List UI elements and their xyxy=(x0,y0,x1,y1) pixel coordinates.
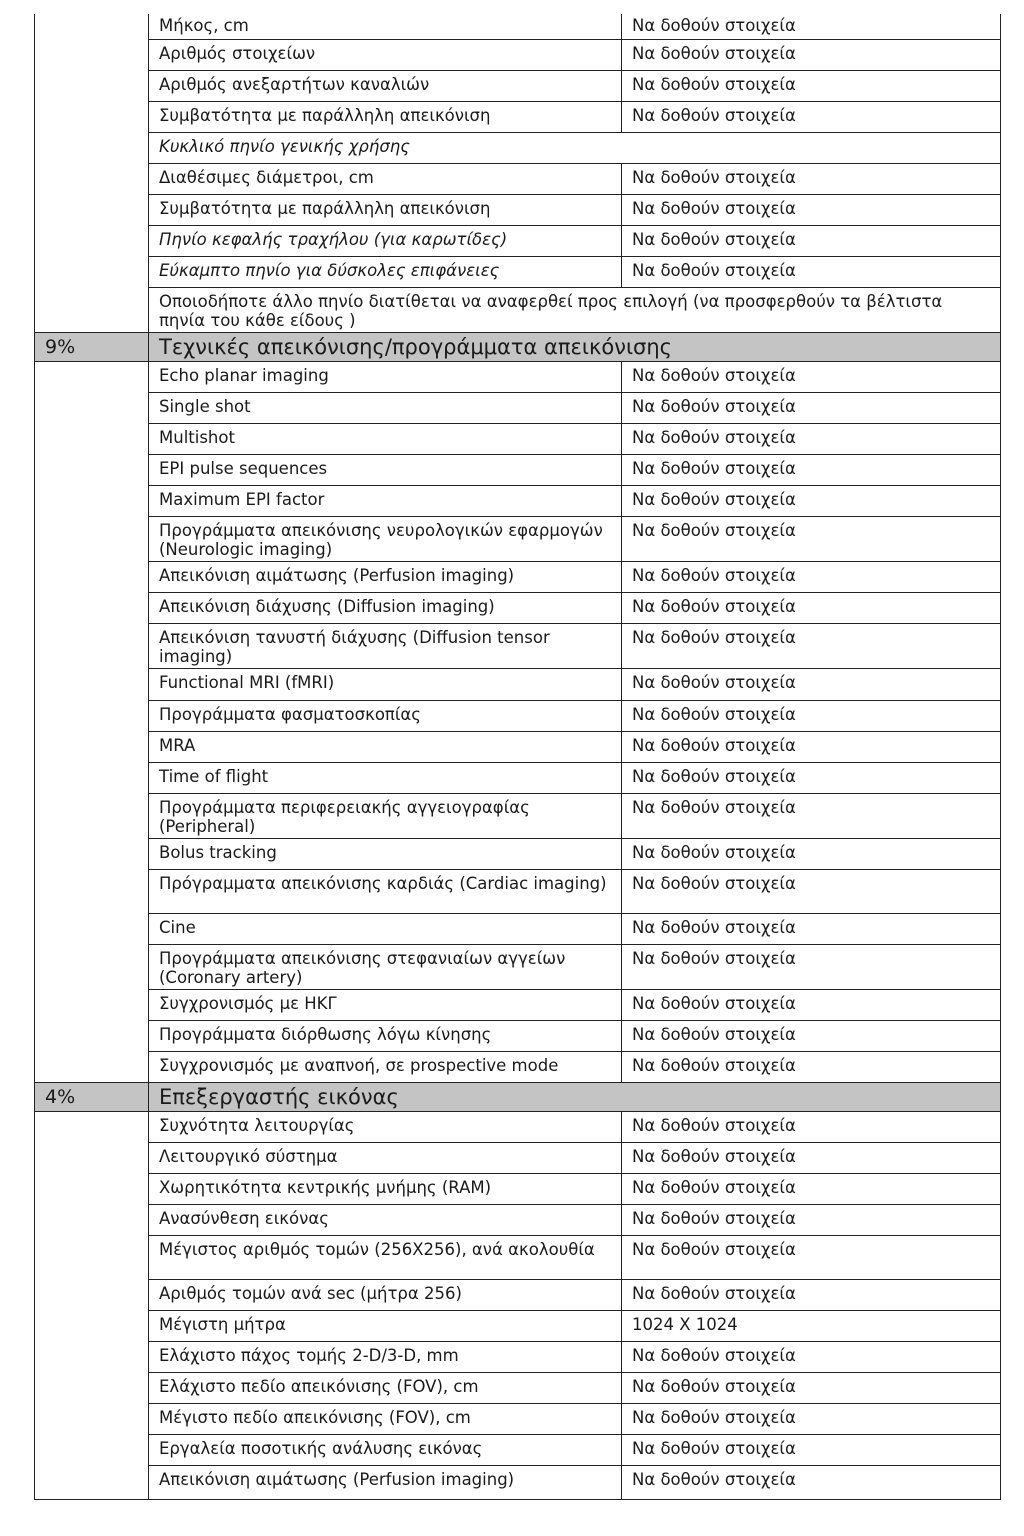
spec-value: Να δοθούν στοιχεία xyxy=(622,1280,1001,1311)
weight-cell xyxy=(35,1466,149,1500)
weight-cell xyxy=(35,1205,149,1236)
spec-label: Maximum EPI factor xyxy=(149,486,622,517)
weight-cell xyxy=(35,1280,149,1311)
weight-cell xyxy=(35,1112,149,1143)
weight-cell xyxy=(35,794,149,839)
spec-label: Μέγιστο πεδίο απεικόνισης (FOV), cm xyxy=(149,1404,622,1435)
table-row xyxy=(35,133,1001,164)
spec-label: Διαθέσιμες διάμετροι, cm xyxy=(149,164,622,195)
weight-cell xyxy=(35,362,149,393)
weight-cell xyxy=(35,945,149,990)
spec-value: Να δοθούν στοιχεία xyxy=(622,562,1001,593)
spec-value: Να δοθούν στοιχεία xyxy=(622,362,1001,393)
weight-cell xyxy=(35,624,149,669)
spec-value: Να δοθούν στοιχεία xyxy=(622,1236,1001,1280)
spec-label: Time of flight xyxy=(149,763,622,794)
spec-value: Να δοθούν στοιχεία xyxy=(622,1342,1001,1373)
weight-cell xyxy=(35,424,149,455)
document-page xyxy=(34,14,1000,1500)
section-weight: 9% xyxy=(35,333,149,362)
weight-cell xyxy=(35,1311,149,1342)
table-row xyxy=(35,990,1001,1021)
table-row xyxy=(35,14,1001,40)
spec-label: MRA xyxy=(149,732,622,763)
spec-label: Ανασύνθεση εικόνας xyxy=(149,1205,622,1236)
spec-value: Να δοθούν στοιχεία xyxy=(622,624,1001,669)
spec-value: Να δοθούν στοιχεία xyxy=(622,1052,1001,1083)
spec-label: Πηνίο κεφαλής τραχήλου (για καρωτίδες) xyxy=(149,226,622,257)
table-row xyxy=(35,914,1001,945)
table-row xyxy=(35,839,1001,870)
spec-label: Απεικόνιση αιμάτωσης (Perfusion imaging) xyxy=(149,562,622,593)
spec-value: Να δοθούν στοιχεία xyxy=(622,71,1001,102)
spec-value: Να δοθούν στοιχεία xyxy=(622,40,1001,71)
table-row xyxy=(35,593,1001,624)
spec-label: Μέγιστος αριθμός τομών (256X256), ανά ακολουθία xyxy=(149,1236,622,1280)
weight-cell xyxy=(35,914,149,945)
spec-label: Μήκος, cm xyxy=(149,14,622,40)
weight-cell xyxy=(35,1404,149,1435)
weight-cell xyxy=(35,1342,149,1373)
spec-label: Απεικόνιση αιμάτωσης (Perfusion imaging) xyxy=(149,1466,622,1500)
table-row xyxy=(35,669,1001,701)
weight-cell xyxy=(35,839,149,870)
spec-label: Προγράμματα απεικόνισης στεφανιαίων αγγείων (Coronary artery) xyxy=(149,945,622,990)
spec-label: Αριθμός τομών ανά sec (μήτρα 256) xyxy=(149,1280,622,1311)
table-row xyxy=(35,362,1001,393)
table-row xyxy=(35,226,1001,257)
table-row xyxy=(35,1280,1001,1311)
spec-label: Απεικόνιση διάχυσης (Diffusion imaging) xyxy=(149,593,622,624)
spec-value: Να δοθούν στοιχεία xyxy=(622,195,1001,226)
table-row xyxy=(35,1205,1001,1236)
spec-label: Ελάχιστο πάχος τομής 2-D/3-D, mm xyxy=(149,1342,622,1373)
table-row xyxy=(35,164,1001,195)
table-row xyxy=(35,71,1001,102)
table-row xyxy=(35,1174,1001,1205)
weight-cell xyxy=(35,164,149,195)
weight-cell xyxy=(35,1236,149,1280)
spec-value: Να δοθούν στοιχεία xyxy=(622,486,1001,517)
spec-value: Να δοθούν στοιχεία xyxy=(622,990,1001,1021)
spec-value: Να δοθούν στοιχεία xyxy=(622,839,1001,870)
spec-value: Να δοθούν στοιχεία xyxy=(622,1404,1001,1435)
spec-label: Εργαλεία ποσοτικής ανάλυσης εικόνας xyxy=(149,1435,622,1466)
spec-label: Πρόγραμματα απεικόνισης καρδιάς (Cardiac imaging) xyxy=(149,870,622,914)
weight-cell xyxy=(35,990,149,1021)
spec-label: Συμβατότητα με παράλληλη απεικόνιση xyxy=(149,102,622,133)
spec-label: Προγράμματα περιφερειακής αγγειογραφίας (Peripheral) xyxy=(149,794,622,839)
section-header-row xyxy=(35,333,1001,362)
table-row xyxy=(35,517,1001,562)
weight-cell xyxy=(35,562,149,593)
spec-value: Να δοθούν στοιχεία xyxy=(622,1021,1001,1052)
spec-label: Προγράμματα απεικόνισης νευρολογικών εφαρμογών (Neurologic imaging) xyxy=(149,517,622,562)
spec-label: Ελάχιστο πεδίο απεικόνισης (FOV), cm xyxy=(149,1373,622,1404)
spec-label: Συχνότητα λειτουργίας xyxy=(149,1112,622,1143)
table-row xyxy=(35,1112,1001,1143)
spec-value: Να δοθούν στοιχεία xyxy=(622,1174,1001,1205)
table-row xyxy=(35,393,1001,424)
spec-label: Μέγιστη μήτρα xyxy=(149,1311,622,1342)
spec-value: Να δοθούν στοιχεία xyxy=(622,945,1001,990)
spec-label: Προγράμματα διόρθωσης λόγω κίνησης xyxy=(149,1021,622,1052)
spec-value: Να δοθούν στοιχεία xyxy=(622,701,1001,732)
table-row xyxy=(35,257,1001,288)
spec-value: Να δοθούν στοιχεία xyxy=(622,102,1001,133)
section-header-row xyxy=(35,1083,1001,1112)
spec-label: Cine xyxy=(149,914,622,945)
spec-value: Να δοθούν στοιχεία xyxy=(622,1373,1001,1404)
spec-label: Συγχρονισμός με αναπνοή, σε prospective mode xyxy=(149,1052,622,1083)
weight-cell xyxy=(35,393,149,424)
spec-label: EPI pulse sequences xyxy=(149,455,622,486)
spec-label: Single shot xyxy=(149,393,622,424)
table-row xyxy=(35,1052,1001,1083)
spec-label: Λειτουργικό σύστημα xyxy=(149,1143,622,1174)
weight-cell xyxy=(35,102,149,133)
table-row xyxy=(35,288,1001,333)
weight-cell xyxy=(35,195,149,226)
weight-cell xyxy=(35,1052,149,1083)
spec-value: 1024 X 1024 xyxy=(622,1311,1001,1342)
spec-label: Χωρητικότητα κεντρικής μνήμης (RAM) xyxy=(149,1174,622,1205)
table-row xyxy=(35,1342,1001,1373)
spec-label: Αριθμός στοιχείων xyxy=(149,40,622,71)
section-weight: 4% xyxy=(35,1083,149,1112)
weight-cell xyxy=(35,1021,149,1052)
table-row xyxy=(35,1311,1001,1342)
table-row xyxy=(35,40,1001,71)
spec-label: Προγράμματα φασματοσκοπίας xyxy=(149,701,622,732)
section-title: Επεξεργαστής εικόνας xyxy=(149,1083,1001,1112)
weight-cell xyxy=(35,701,149,732)
weight-cell xyxy=(35,14,149,40)
spec-value: Να δοθούν στοιχεία xyxy=(622,257,1001,288)
spec-value: Να δοθούν στοιχεία xyxy=(622,393,1001,424)
spec-label: Echo planar imaging xyxy=(149,362,622,393)
table-row xyxy=(35,1435,1001,1466)
table-row xyxy=(35,794,1001,839)
spec-value: Να δοθούν στοιχεία xyxy=(622,1435,1001,1466)
spec-label: Απεικόνιση τανυστή διάχυσης (Diffusion tensor imaging) xyxy=(149,624,622,669)
spec-value: Να δοθούν στοιχεία xyxy=(622,226,1001,257)
spec-value: Να δοθούν στοιχεία xyxy=(622,1205,1001,1236)
weight-cell xyxy=(35,71,149,102)
weight-cell xyxy=(35,732,149,763)
table-row xyxy=(35,1466,1001,1500)
spec-value: Να δοθούν στοιχεία xyxy=(622,914,1001,945)
weight-cell xyxy=(35,486,149,517)
spec-value: Να δοθούν στοιχεία xyxy=(622,732,1001,763)
table-row xyxy=(35,562,1001,593)
subgroup-heading: Κυκλικό πηνίο γενικής χρήσης xyxy=(149,133,1001,164)
spec-label: Multishot xyxy=(149,424,622,455)
weight-cell xyxy=(35,593,149,624)
spec-value: Να δοθούν στοιχεία xyxy=(622,669,1001,701)
table-row xyxy=(35,455,1001,486)
weight-cell xyxy=(35,1174,149,1205)
spec-note: Οποιοδήποτε άλλο πηνίο διατίθεται να αναφερθεί προς επιλογή (να προσφερθούν τα βέλτιστα πηνία του κάθε είδους ) xyxy=(149,288,1001,333)
table-row xyxy=(35,701,1001,732)
spec-value: Να δοθούν στοιχεία xyxy=(622,14,1001,40)
weight-cell xyxy=(35,763,149,794)
table-row xyxy=(35,624,1001,669)
spec-label: Εύκαμπτο πηνίο για δύσκολες επιφάνειες xyxy=(149,257,622,288)
spec-value: Να δοθούν στοιχεία xyxy=(622,763,1001,794)
weight-cell xyxy=(35,1143,149,1174)
spec-value: Να δοθούν στοιχεία xyxy=(622,794,1001,839)
weight-cell xyxy=(35,669,149,701)
table-row xyxy=(35,424,1001,455)
weight-cell xyxy=(35,288,149,333)
table-row xyxy=(35,870,1001,914)
spec-label: Συμβατότητα με παράλληλη απεικόνιση xyxy=(149,195,622,226)
spec-value: Να δοθούν στοιχεία xyxy=(622,1143,1001,1174)
table-row xyxy=(35,763,1001,794)
weight-cell xyxy=(35,1435,149,1466)
spec-value: Να δοθούν στοιχεία xyxy=(622,517,1001,562)
spec-label: Bolus tracking xyxy=(149,839,622,870)
weight-cell xyxy=(35,226,149,257)
spec-label: Συγχρονισμός με ΗΚΓ xyxy=(149,990,622,1021)
weight-cell xyxy=(35,1373,149,1404)
spec-value: Να δοθούν στοιχεία xyxy=(622,870,1001,914)
spec-value: Να δοθούν στοιχεία xyxy=(622,164,1001,195)
table-row xyxy=(35,1021,1001,1052)
spec-value: Να δοθούν στοιχεία xyxy=(622,593,1001,624)
spec-value: Να δοθούν στοιχεία xyxy=(622,424,1001,455)
table-row xyxy=(35,732,1001,763)
spec-label: Functional MRI (fMRI) xyxy=(149,669,622,701)
table-row xyxy=(35,1373,1001,1404)
table-row xyxy=(35,102,1001,133)
section-title: Τεχνικές απεικόνισης/προγράμματα απεικόνισης xyxy=(149,333,1001,362)
table-row xyxy=(35,195,1001,226)
spec-table xyxy=(34,14,1001,1500)
table-row xyxy=(35,1143,1001,1174)
spec-value: Να δοθούν στοιχεία xyxy=(622,1466,1001,1500)
weight-cell xyxy=(35,40,149,71)
table-row xyxy=(35,1236,1001,1280)
table-row xyxy=(35,1404,1001,1435)
weight-cell xyxy=(35,870,149,914)
weight-cell xyxy=(35,455,149,486)
spec-value: Να δοθούν στοιχεία xyxy=(622,1112,1001,1143)
spec-label: Αριθμός ανεξαρτήτων καναλιών xyxy=(149,71,622,102)
table-row xyxy=(35,945,1001,990)
weight-cell xyxy=(35,257,149,288)
spec-value: Να δοθούν στοιχεία xyxy=(622,455,1001,486)
table-row xyxy=(35,486,1001,517)
weight-cell xyxy=(35,133,149,164)
weight-cell xyxy=(35,517,149,562)
